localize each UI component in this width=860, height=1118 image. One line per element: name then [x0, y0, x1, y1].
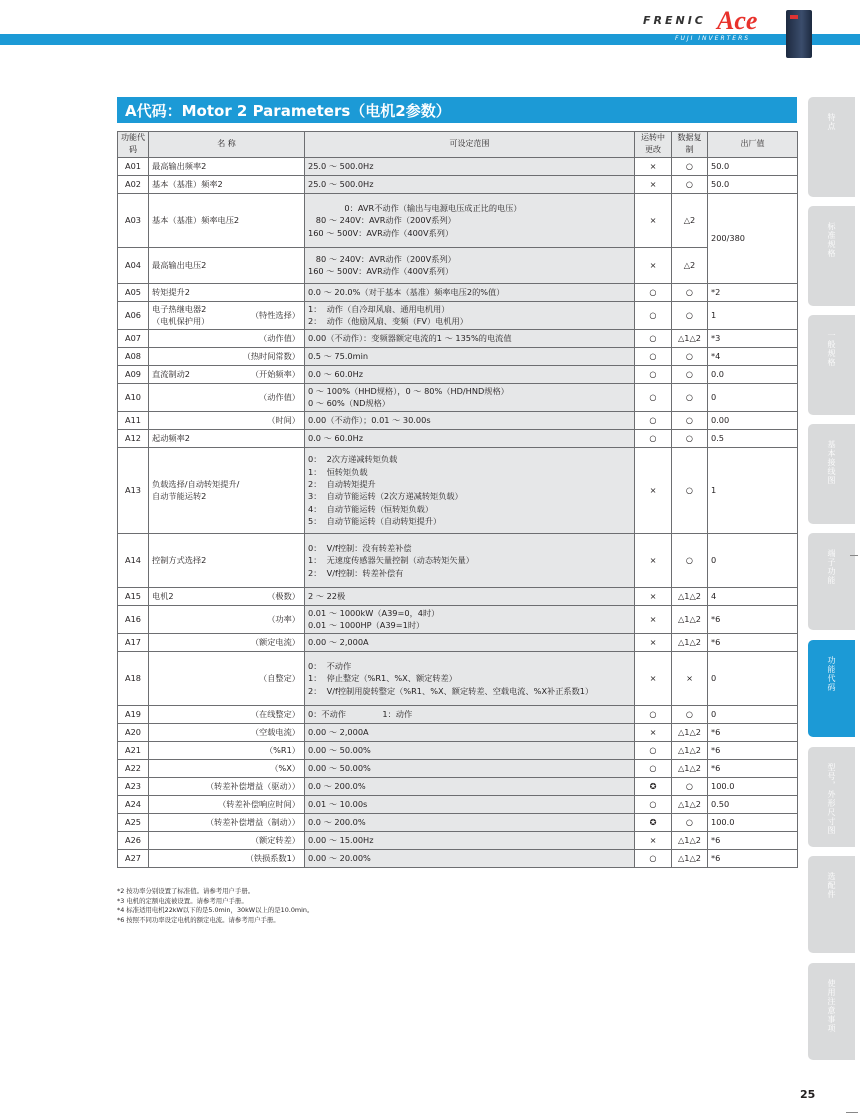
param-name [149, 633, 305, 651]
param-factory: *6 [708, 723, 798, 741]
param-subname: （铁损系数1） [245, 853, 300, 864]
header-run-change: 运转中更改 [635, 132, 672, 158]
table-row [118, 329, 798, 347]
param-factory: 1 [708, 447, 798, 533]
param-name [149, 175, 305, 193]
param-data-copy: ○ [672, 411, 708, 429]
param-run-change: × [635, 175, 672, 193]
param-run-change: ○ [635, 759, 672, 777]
param-range: 80 ～ 240V：AVR动作（200V系列） 160 ～ 500V：AVR动作（400V系列） [305, 247, 635, 283]
side-tab-label: 端子功能 [827, 549, 836, 585]
param-factory: 100.0 [708, 813, 798, 831]
param-subname: （额定电流） [250, 637, 300, 648]
param-range: 0： V/f控制：没有转差补偿 1： 无速度传感器矢量控制（动态转矩矢量） 2： V/f控制：转差补偿有 [305, 533, 635, 587]
param-factory: 50.0 [708, 175, 798, 193]
table-row [118, 175, 798, 193]
brand-logo [643, 8, 773, 48]
param-data-copy: △1△2 [672, 605, 708, 633]
param-factory: 0 [708, 705, 798, 723]
param-name-text: 起动频率2 [152, 433, 190, 444]
param-code: A11 [118, 411, 149, 429]
param-range: 0.00 ～ 15.00Hz [305, 831, 635, 849]
param-factory: 4 [708, 587, 798, 605]
param-name-text: 控制方式选择2 [152, 555, 207, 566]
param-data-copy: △2 [672, 193, 708, 247]
param-name-text: 电机2 [152, 591, 174, 602]
param-run-change: × [635, 831, 672, 849]
param-data-copy: ○ [672, 157, 708, 175]
table-header-row [118, 132, 798, 158]
param-range: 0.5 ～ 75.0min [305, 347, 635, 365]
table-row [118, 651, 798, 705]
param-factory: 0 [708, 383, 798, 411]
param-code: A10 [118, 383, 149, 411]
param-run-change: × [635, 247, 672, 283]
param-data-copy: ○ [672, 383, 708, 411]
param-name [149, 193, 305, 247]
param-factory: 0.0 [708, 365, 798, 383]
param-subname: （%R1） [264, 745, 300, 756]
header-code: 功能代码 [118, 132, 149, 158]
param-code: A19 [118, 705, 149, 723]
param-name [149, 795, 305, 813]
param-run-change: × [635, 651, 672, 705]
param-factory: *6 [708, 849, 798, 867]
param-subname: （转差补偿增益（驱动）） [205, 781, 300, 792]
side-tab-features[interactable] [808, 97, 855, 197]
table-row [118, 831, 798, 849]
param-subname: （功率） [267, 614, 300, 625]
param-subname: （额定转差） [250, 835, 300, 846]
header-factory: 出厂值 [708, 132, 798, 158]
param-code: A17 [118, 633, 149, 651]
param-subname: （时间） [267, 415, 300, 426]
table-row [118, 383, 798, 411]
param-code: A23 [118, 777, 149, 795]
param-data-copy: △2 [672, 247, 708, 283]
param-run-change: ○ [635, 849, 672, 867]
section-title: A代码：Motor 2 Parameters（电机2参数） [125, 102, 451, 120]
param-code: A20 [118, 723, 149, 741]
param-code: A08 [118, 347, 149, 365]
param-data-copy: △1△2 [672, 633, 708, 651]
side-tab-function-codes[interactable] [808, 640, 855, 737]
param-range: 0.01 ～ 10.00s [305, 795, 635, 813]
param-run-change: ✪ [635, 777, 672, 795]
param-name-text: 负载选择/自动转矩提升/ 自动节能运转2 [152, 478, 240, 502]
param-data-copy: ○ [672, 283, 708, 301]
param-code: A14 [118, 533, 149, 587]
param-code: A27 [118, 849, 149, 867]
footnotes [117, 887, 717, 925]
side-tab-label: 选配件 [827, 872, 836, 899]
param-factory: *6 [708, 633, 798, 651]
table-row [118, 193, 798, 247]
param-factory: 50.0 [708, 157, 798, 175]
param-run-change: ○ [635, 705, 672, 723]
param-factory: *4 [708, 347, 798, 365]
param-run-change: ○ [635, 795, 672, 813]
param-name [149, 813, 305, 831]
param-name [149, 831, 305, 849]
brand-ace: Ace [717, 6, 758, 35]
param-name-text: 基本（基准）频率电压2 [152, 215, 240, 226]
param-code: A03 [118, 193, 149, 247]
header-range: 可设定范围 [305, 132, 635, 158]
table-row [118, 633, 798, 651]
param-factory: *3 [708, 329, 798, 347]
param-data-copy: ○ [672, 447, 708, 533]
param-name [149, 723, 305, 741]
param-run-change: × [635, 533, 672, 587]
param-name [149, 157, 305, 175]
param-name [149, 533, 305, 587]
param-data-copy: ○ [672, 777, 708, 795]
side-tab-general-specs[interactable] [808, 315, 855, 415]
param-range: 0 ～ 100%（HHD规格），0 ～ 80%（HD/HND规格） 0 ～ 60%（ND规格） [305, 383, 635, 411]
param-range: 0：不动作 1：动作 [305, 705, 635, 723]
table-row [118, 365, 798, 383]
param-run-change: ○ [635, 365, 672, 383]
parameter-table [117, 131, 798, 868]
param-name [149, 759, 305, 777]
side-tab-label: 标准规格 [827, 222, 836, 258]
param-range: 2 ～ 22极 [305, 587, 635, 605]
param-code: A21 [118, 741, 149, 759]
table-row [118, 759, 798, 777]
param-name [149, 411, 305, 429]
side-tab-label: 功能代码 [827, 656, 836, 692]
param-factory: 100.0 [708, 777, 798, 795]
header-data-copy: 数据复制 [672, 132, 708, 158]
param-code: A12 [118, 429, 149, 447]
table-row [118, 411, 798, 429]
param-data-copy: ○ [672, 533, 708, 587]
param-name-text: 最高输出频率2 [152, 161, 207, 172]
param-factory: 1 [708, 301, 798, 329]
param-factory: 0 [708, 533, 798, 587]
param-data-copy: △1△2 [672, 831, 708, 849]
param-subname: （动作值） [259, 392, 300, 403]
param-data-copy: △1△2 [672, 795, 708, 813]
table-row [118, 157, 798, 175]
param-data-copy: △1△2 [672, 723, 708, 741]
side-tab-label: 基本接线图 [827, 440, 836, 485]
margin-mark [846, 1112, 858, 1113]
param-data-copy: ○ [672, 813, 708, 831]
param-subname: （在线整定） [250, 709, 300, 720]
page-number: 25 [800, 1088, 816, 1101]
param-name [149, 447, 305, 533]
table-row [118, 795, 798, 813]
param-name [149, 329, 305, 347]
param-factory: *6 [708, 831, 798, 849]
inverter-product-image [786, 10, 812, 58]
param-subname: （极数） [267, 591, 300, 602]
param-name [149, 849, 305, 867]
param-run-change: ○ [635, 301, 672, 329]
table-row [118, 723, 798, 741]
param-name [149, 347, 305, 365]
param-data-copy: △1△2 [672, 759, 708, 777]
param-range: 0.0 ～ 200.0% [305, 777, 635, 795]
header-name: 名 称 [149, 132, 305, 158]
param-data-copy: ○ [672, 301, 708, 329]
table-row [118, 849, 798, 867]
param-subname: （自整定） [259, 673, 300, 684]
param-data-copy: ○ [672, 175, 708, 193]
param-name [149, 741, 305, 759]
param-run-change: × [635, 587, 672, 605]
table-row [118, 605, 798, 633]
param-name [149, 283, 305, 301]
footnote: *2 按功率分别设置了标准值。请参考用户手册。 [117, 887, 255, 895]
param-range: 0.0 ～ 20.0%（对于基本（基准）频率电压2的%值） [305, 283, 635, 301]
param-factory: 200/380 [708, 193, 798, 283]
param-code: A26 [118, 831, 149, 849]
param-run-change: ○ [635, 383, 672, 411]
side-tab-wiring[interactable] [808, 424, 855, 524]
param-name [149, 365, 305, 383]
param-name-text: 转矩提升2 [152, 287, 190, 298]
footnote: *4 标准适用电机22kW以下的是5.0min，30kW以上的是10.0min。 [117, 906, 314, 915]
param-subname: （转差补偿响应时间） [218, 799, 300, 810]
param-run-change: × [635, 605, 672, 633]
param-code: A02 [118, 175, 149, 193]
param-name [149, 705, 305, 723]
side-tab-options[interactable] [808, 856, 855, 953]
param-subname: （特性选择） [250, 310, 300, 321]
param-factory: *6 [708, 759, 798, 777]
param-name-text: 电子热继电器2 （电机保护用） [152, 303, 210, 327]
param-name [149, 429, 305, 447]
param-range: 0.00 ～ 50.00% [305, 759, 635, 777]
param-range: 0： 不动作 1： 停止整定（%R1、%X、额定转差） 2： V/f控制用旋转整定（%R1、%X、额定转差、空载电流、%X补正系数1） [305, 651, 635, 705]
param-run-change: ○ [635, 329, 672, 347]
table-row [118, 705, 798, 723]
param-code: A01 [118, 157, 149, 175]
param-data-copy: △1△2 [672, 329, 708, 347]
section-title-bar [117, 97, 797, 123]
param-range: 0.0 ～ 60.0Hz [305, 429, 635, 447]
param-range: 0.00 ～ 2,000A [305, 633, 635, 651]
param-range: 0： 2次方递减转矩负载 1： 恒转矩负载 2： 自动转矩提升 3： 自动节能运转（2次方递减转矩负载） 4： 自动节能运转（恒转矩负载） 5： 自动节能运转（自动转矩提升） [305, 447, 635, 533]
param-range: 0.0 ～ 200.0% [305, 813, 635, 831]
param-range: 25.0 ～ 500.0Hz [305, 157, 635, 175]
param-data-copy: ○ [672, 429, 708, 447]
side-tab-label: 使用注意事项 [827, 979, 836, 1033]
param-code: A09 [118, 365, 149, 383]
side-tab-dimensions[interactable] [808, 747, 855, 847]
param-data-copy: △1△2 [672, 849, 708, 867]
table-row [118, 533, 798, 587]
param-run-change: ✪ [635, 813, 672, 831]
param-range: 0.01 ～ 1000kW（A39=0，4时） 0.01 ～ 1000HP（A39=1时） [305, 605, 635, 633]
table-row [118, 447, 798, 533]
param-run-change: × [635, 447, 672, 533]
brand-frenic: FRENIC [643, 14, 706, 27]
param-name [149, 605, 305, 633]
param-range: 0.00（不动作）：变频器额定电流的1 ～ 135%的电流值 [305, 329, 635, 347]
param-range: 0.0 ～ 60.0Hz [305, 365, 635, 383]
param-code: A13 [118, 447, 149, 533]
param-run-change: ○ [635, 347, 672, 365]
param-code: A07 [118, 329, 149, 347]
param-code: A06 [118, 301, 149, 329]
table-row [118, 741, 798, 759]
param-name [149, 587, 305, 605]
param-data-copy: ○ [672, 705, 708, 723]
param-data-copy: ○ [672, 347, 708, 365]
param-name-text: 最高输出电压2 [152, 260, 207, 271]
param-subname: （%X） [270, 763, 300, 774]
table-row [118, 301, 798, 329]
param-factory: 0.5 [708, 429, 798, 447]
param-code: A24 [118, 795, 149, 813]
param-factory: 0.00 [708, 411, 798, 429]
param-subname: （开始频率） [250, 369, 300, 380]
side-tab-label: 型号，外形尺寸图 [827, 763, 836, 835]
param-subname: （动作值） [259, 333, 300, 344]
param-factory: *6 [708, 741, 798, 759]
param-run-change: ○ [635, 741, 672, 759]
param-run-change: ○ [635, 429, 672, 447]
side-tab-terminals[interactable] [808, 533, 855, 630]
side-tab-standard-specs[interactable] [808, 206, 855, 306]
param-name [149, 651, 305, 705]
brand-subtitle: FUJI INVERTERS [675, 35, 751, 42]
param-name [149, 383, 305, 411]
param-run-change: × [635, 193, 672, 247]
param-name-text: 直流制动2 [152, 369, 190, 380]
table-row [118, 777, 798, 795]
param-run-change: × [635, 633, 672, 651]
param-factory: 0.50 [708, 795, 798, 813]
param-code: A18 [118, 651, 149, 705]
param-subname: （空载电流） [250, 727, 300, 738]
param-name [149, 301, 305, 329]
param-code: A22 [118, 759, 149, 777]
param-range: 0.00（不动作）；0.01 ～ 30.00s [305, 411, 635, 429]
param-code: A25 [118, 813, 149, 831]
footnote: *3 电机的定额电流被设置。请参考用户手册。 [117, 896, 248, 905]
table-row [118, 283, 798, 301]
param-range: 0：AVR不动作（输出与电源电压成正比的电压） 80 ～ 240V：AVR动作（200V系列） 160 ～ 500V：AVR动作（400V系列） [305, 193, 635, 247]
side-tab-precautions[interactable] [808, 963, 855, 1060]
param-factory: *6 [708, 605, 798, 633]
param-data-copy: △1△2 [672, 741, 708, 759]
param-code: A04 [118, 247, 149, 283]
param-factory: 0 [708, 651, 798, 705]
margin-mark [850, 555, 858, 556]
param-run-change: ○ [635, 411, 672, 429]
table-row [118, 429, 798, 447]
param-name-text: 基本（基准）频率2 [152, 179, 223, 190]
param-data-copy: ○ [672, 365, 708, 383]
param-subname: （热时间常数） [242, 351, 300, 362]
param-factory: *2 [708, 283, 798, 301]
param-run-change: ○ [635, 283, 672, 301]
table-row [118, 347, 798, 365]
footnote: *6 按照不同功率设定电机的额定电流。请参考用户手册。 [117, 915, 280, 924]
param-range: 0.00 ～ 2,000A [305, 723, 635, 741]
param-data-copy: △1△2 [672, 587, 708, 605]
side-tab-label: 一般规格 [827, 331, 836, 367]
table-row [118, 813, 798, 831]
table-row [118, 587, 798, 605]
side-tab-label: 特点 [827, 113, 836, 131]
table-row [118, 247, 798, 283]
param-range: 0.00 ～ 20.00% [305, 849, 635, 867]
param-run-change: × [635, 723, 672, 741]
param-run-change: × [635, 157, 672, 175]
param-code: A15 [118, 587, 149, 605]
param-data-copy: × [672, 651, 708, 705]
param-code: A16 [118, 605, 149, 633]
param-code: A05 [118, 283, 149, 301]
param-name [149, 247, 305, 283]
param-range: 1： 动作（自冷却风扇、通用电机用） 2： 动作（他励风扇、变频（FV）电机用） [305, 301, 635, 329]
param-name [149, 777, 305, 795]
param-subname: （转差补偿增益（制动）） [205, 817, 300, 828]
param-range: 0.00 ～ 50.00% [305, 741, 635, 759]
param-range: 25.0 ～ 500.0Hz [305, 175, 635, 193]
